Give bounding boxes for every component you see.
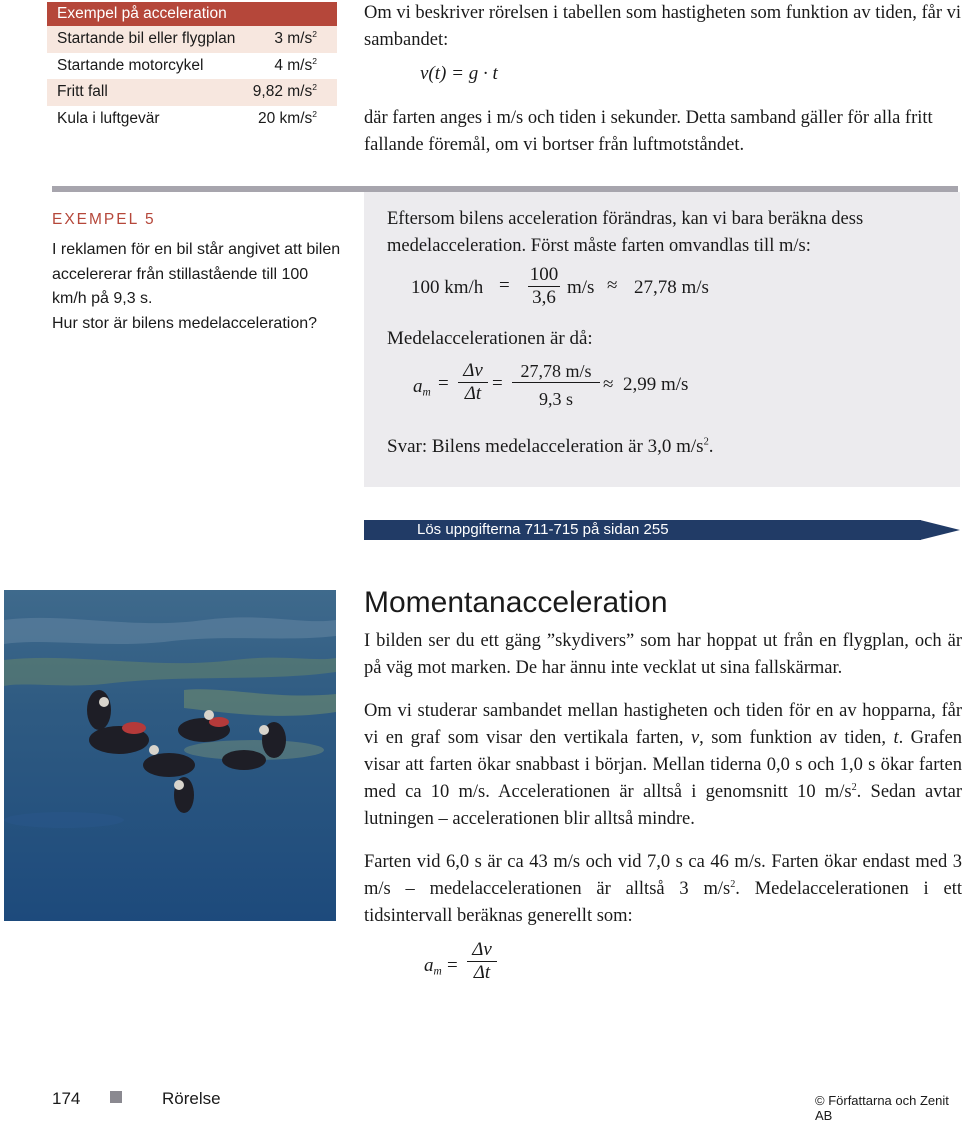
question-ask: Hur stor är bilens medelacceleration?: [52, 314, 318, 332]
table-row: [47, 79, 337, 106]
accel-result: 2,99 m/s: [623, 374, 689, 395]
table-row: [47, 106, 337, 133]
equals-sign: =: [447, 955, 458, 976]
skydivers-photo: [4, 590, 336, 921]
footer-square-icon: [110, 1091, 122, 1103]
row-value: 9,82 $m/s^2$: [252, 82, 317, 100]
copyright: © Författarna och Zenit AB: [815, 1093, 949, 1123]
value-fraction: 27,78 m/s 9,3 s: [512, 361, 600, 410]
question-text: I reklamen för en bil står angivet att bilen accelererar från stillastående till 100 km/h på 9,3 s.: [52, 241, 341, 307]
equals-sign: =: [499, 275, 510, 296]
accel-symbol: $a_m$: [413, 376, 431, 399]
example-label: EXEMPEL 5: [52, 211, 156, 228]
row-label: Kula i luftgevär: [57, 109, 160, 127]
paragraph-3: Farten vid 6,0 s är ca 43 m/s och vid 7,0 s ca 46 m/s. Farten ökar endast med 3 m/s – medelaccelerationen är alltså 3 $m/s^2$. Medelaccelerationen i ett tidsintervall beräknas generellt som:: [364, 852, 962, 926]
answer-text: Svar: Bilens medelacceleration är 3,0 $m/s^2$.: [387, 436, 714, 457]
page-number: 174: [52, 1089, 81, 1108]
fraction-numerator: 100: [529, 264, 559, 285]
equals-sign: =: [492, 373, 503, 394]
accel-symbol: $a_m$: [424, 955, 442, 978]
velocity-formula: v(t) = g · t: [420, 63, 498, 84]
solution-text-2: Medelaccelerationen är då:: [387, 328, 593, 349]
section-body: [364, 628, 962, 946]
approx-sign: ≈: [603, 374, 614, 395]
delta-fraction: Δv Δt: [467, 939, 497, 984]
conversion-fraction: [528, 264, 560, 309]
row-value: 20 $km/s^2$: [257, 108, 317, 127]
row-label: Startande bil eller flygplan: [57, 30, 236, 47]
delta-fraction: Δv Δt: [458, 360, 488, 405]
table-row: [47, 26, 337, 53]
section-title: Momentanacceleration: [364, 586, 668, 619]
row-value: 3 $m/s^2$: [274, 29, 317, 47]
approx-sign: ≈: [607, 275, 618, 296]
fraction-denominator: 3,6: [532, 287, 556, 308]
intro-paragraph: Om vi beskriver rörelsen i tabellen som hastigheten som funktion av tiden, får vi sambandet:: [364, 3, 961, 50]
solution-text: Eftersom bilens acceleration förändras, kan vi bara beräkna dess medelacceleration. Först måste farten omvandlas till m/s:: [387, 209, 864, 256]
row-value: 4 $m/s^2$: [274, 55, 317, 74]
row-label: Startande motorcykel: [57, 56, 204, 74]
paragraph-2: Om vi studerar sambandet mellan hastigheten och tiden för en av hopparna, får vi en graf som visar den vertikala farten, v, som funktion av tiden, t. Grafen visar att farten ökar snabbast i början. Mellan tiderna 0,0 s och 1,0 s ökar farten med ca 10 m/s. Accelerationen är alltså i genomsnitt 10 $m/s^2$. Sedan avtar lutningen – accelerationen blir alltså mindre.: [364, 701, 963, 829]
example-solution: [387, 206, 957, 260]
table-row: [47, 53, 337, 80]
exercise-banner: [364, 520, 960, 540]
banner-arrow-icon: [920, 520, 960, 540]
conversion-lhs: 100 km/h: [411, 277, 484, 298]
conversion-unit: m/s: [567, 277, 595, 298]
chapter-name: Rörelse: [162, 1089, 221, 1108]
paragraph-1: I bilden ser du ett gäng ”skydivers” som har hoppat ut från en flygplan, och är på väg mot marken. De har ännu inte vecklat ut sina fallskärmar.: [364, 631, 962, 678]
intro-paragraph-2: där farten anges i m/s och tiden i sekunder. Detta samband gäller för alla fritt fallande föremål, om vi bortser från luftmotståndet.: [364, 108, 933, 155]
conversion-result: 27,78 m/s: [634, 277, 709, 298]
table-title: Exempel på acceleration: [47, 2, 337, 26]
banner-text: Lös uppgifterna 711-715 på sidan 255: [417, 521, 669, 538]
acceleration-table: [47, 2, 337, 132]
example-question: [52, 238, 342, 336]
row-label: Fritt fall: [57, 83, 108, 100]
equals-sign: =: [438, 373, 449, 394]
